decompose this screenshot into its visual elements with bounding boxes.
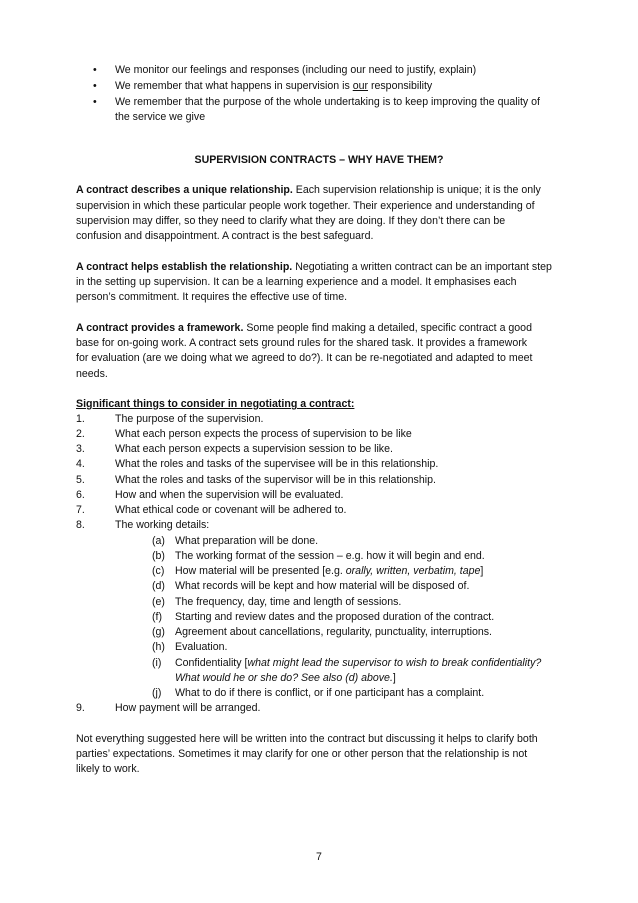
sublist-item: The frequency, day, time and length of sessions. xyxy=(175,596,402,608)
sublist-marker: (g) xyxy=(152,626,165,638)
bullet-marker: • xyxy=(93,96,97,108)
bullet-text: the service we give xyxy=(115,111,206,123)
sublist-item-continued: What would he or she do? See also (d) above.] xyxy=(175,672,396,684)
paragraph-line: confusion and disappointment. A contract is the best safeguard. xyxy=(76,230,374,242)
sublist-marker: (j) xyxy=(152,687,162,699)
list-item: What each person expects the process of supervision to be like xyxy=(115,428,412,440)
bullet-text: We remember that the purpose of the whole undertaking is to keep improving the quality of xyxy=(115,96,540,108)
sublist-item: Agreement about cancellations, regularity, punctuality, interruptions. xyxy=(175,626,493,638)
list-item: The purpose of the supervision. xyxy=(115,413,264,425)
list-item: The working details: xyxy=(115,519,210,531)
paragraph-line: supervision may differ, so they need to clarify what they are doing. If they don’t there can be xyxy=(76,215,506,227)
list-number: 8. xyxy=(76,519,85,531)
sublist-item: What records will be kept and how material will be disposed of. xyxy=(175,580,470,592)
bullet-text: We monitor our feelings and responses (including our need to justify, explain) xyxy=(115,64,477,76)
paragraph-line: likely to work. xyxy=(76,763,140,775)
list-number: 5. xyxy=(76,474,85,486)
paragraph-line: in the setting up supervision. It can be a learning experience and a model. It emphasises each xyxy=(76,276,517,288)
sublist-marker: (e) xyxy=(152,596,165,608)
paragraph-line: for evaluation (are we doing what we agreed to do?). It can be re-negotiated and adapted to meet xyxy=(76,352,533,364)
bullet-marker: • xyxy=(93,64,97,76)
bullet-marker: • xyxy=(93,80,97,92)
list-number: 1. xyxy=(76,413,85,425)
list-number: 4. xyxy=(76,458,85,470)
sublist-marker: (d) xyxy=(152,580,165,592)
paragraph-line: supervision in which these particular people work together. Their experience and understanding of xyxy=(76,200,535,212)
sublist-item: What to do if there is conflict, or if one participant has a complaint. xyxy=(175,687,485,699)
sublist-item: Confidentiality [what might lead the supervisor to wish to break confidentiality? xyxy=(175,657,542,669)
bullet-text: We remember that what happens in supervision is our responsibility xyxy=(115,80,433,92)
sublist-marker: (c) xyxy=(152,565,165,577)
page-number: 7 xyxy=(316,851,322,863)
sublist-marker: (h) xyxy=(152,641,165,653)
paragraph-line: person’s commitment. It requires the effective use of time. xyxy=(76,291,348,303)
section-heading: SUPERVISION CONTRACTS – WHY HAVE THEM? xyxy=(194,154,444,166)
list-item: How payment will be arranged. xyxy=(115,702,261,714)
list-heading: Significant things to consider in negotiating a contract: xyxy=(76,398,355,410)
paragraph-line: base for on-going work. A contract sets ground rules for the shared task. It provides a framework xyxy=(76,337,528,349)
paragraph-line: needs. xyxy=(76,368,108,380)
sublist-marker: (a) xyxy=(152,535,165,547)
list-number: 3. xyxy=(76,443,85,455)
list-number: 6. xyxy=(76,489,85,501)
sublist-item: Starting and review dates and the proposed duration of the contract. xyxy=(175,611,495,623)
sublist-item: What preparation will be done. xyxy=(175,535,319,547)
paragraph-line: A contract provides a framework. Some people find making a detailed, specific contract a good xyxy=(76,322,532,334)
sublist-item: Evaluation. xyxy=(175,641,228,653)
sublist-marker: (f) xyxy=(152,611,162,623)
list-number: 9. xyxy=(76,702,85,714)
list-item: What ethical code or covenant will be adhered to. xyxy=(115,504,347,516)
sublist-marker: (i) xyxy=(152,657,162,669)
list-item: What the roles and tasks of the supervisor will be in this relationship. xyxy=(115,474,436,486)
sublist-marker: (b) xyxy=(152,550,165,562)
list-item: How and when the supervision will be evaluated. xyxy=(115,489,344,501)
paragraph-line: Not everything suggested here will be written into the contract but discussing it helps to clarify both xyxy=(76,733,538,745)
list-item: What each person expects a supervision session to be like. xyxy=(115,443,393,455)
paragraph-line: A contract helps establish the relationship. Negotiating a written contract can be an important step xyxy=(76,261,552,273)
paragraph-line: A contract describes a unique relationship. Each supervision relationship is unique; it is the only xyxy=(76,184,541,196)
list-number: 7. xyxy=(76,504,85,516)
list-number: 2. xyxy=(76,428,85,440)
list-item: What the roles and tasks of the supervisee will be in this relationship. xyxy=(115,458,439,470)
sublist-item: The working format of the session – e.g. how it will begin and end. xyxy=(175,550,485,562)
paragraph-line: parties’ expectations. Sometimes it may clarify for one or other person that the relationship is not xyxy=(76,748,528,760)
sublist-item: How material will be presented [e.g. orally, written, verbatim, tape] xyxy=(175,565,484,577)
